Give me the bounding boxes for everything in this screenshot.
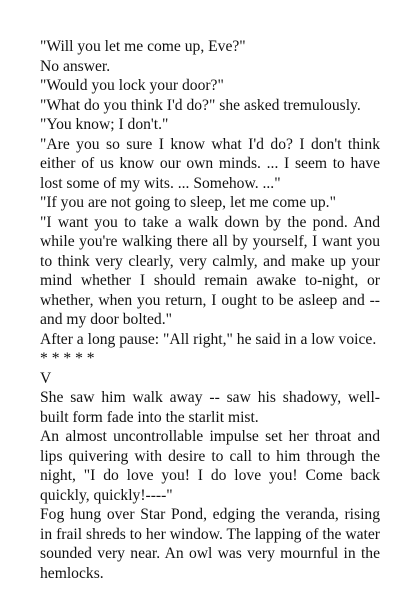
- paragraph: "You know; I don't.": [40, 116, 169, 133]
- paragraph: After a long pause: "All right," he said in a low voice.: [40, 330, 377, 348]
- paragraph: "Will you let me come up, Eve?": [40, 38, 246, 55]
- paragraph: "I want you to take a walk down by the pond. And while you're walking there all by yourself, I want you to think very clearly, very calmly, and make up your mind whether I should remain awake to-night, or whether, when you return, I ought to be asleep and -- and my door bolted.": [40, 213, 380, 328]
- paragraph: She saw him walk away -- saw his shadowy, well-built form fade into the starlit mist.: [40, 389, 380, 426]
- paragraph: "What do you think I'd do?" she asked tremulously.: [40, 96, 361, 114]
- section-separator: * * * * *: [40, 350, 95, 367]
- paragraph: Fog hung over Star Pond, edging the veranda, rising in frail shreds to her window. The lapping of the water sounded very near. An owl was very mournful in the hemlocks.: [40, 506, 380, 582]
- page-text: [40, 37, 380, 583]
- chapter-number: V: [40, 369, 52, 387]
- paragraph: "Are you so sure I know what I'd do? I don't think either of us know our own minds. ... I seem to have lost some of my wits. ... Somehow. ...": [40, 135, 380, 192]
- paragraph: "Would you lock your door?": [40, 77, 224, 94]
- paragraph: "If you are not going to sleep, let me come up.": [40, 194, 336, 211]
- paragraph: An almost uncontrollable impulse set her throat and lips quivering with desire to call to him through the night, "I do love you! I do love you! Come back quickly, quickly!----": [40, 428, 380, 504]
- paragraph: No answer.: [40, 57, 111, 75]
